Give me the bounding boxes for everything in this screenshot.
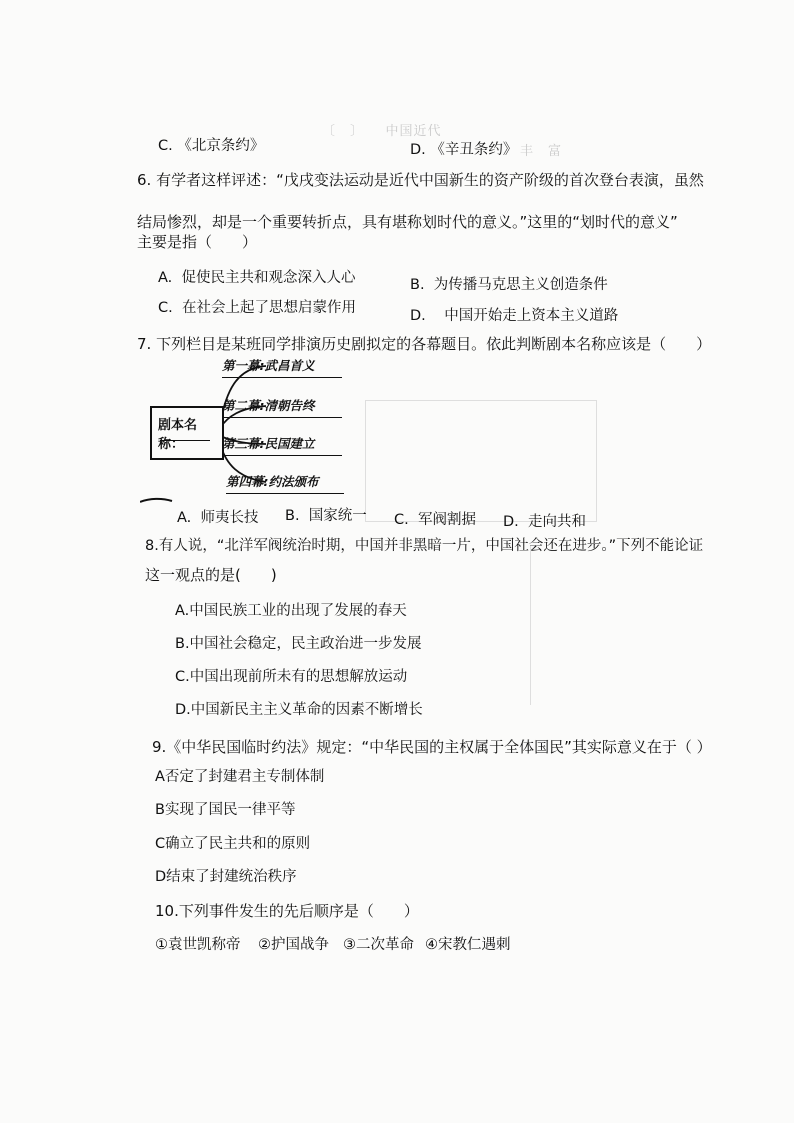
q7-option-b: B. 国家统一 [285,508,367,524]
act-4: 第四幕:约法颁布 [226,474,319,489]
q10-stem: 10.下列事件发生的先后顺序是（ ） [155,902,419,920]
q9-option-d: D结束了封建统治秩序 [155,869,297,885]
q7-option-d: D. 走向共和 [503,514,586,530]
q6-stem-line-1: 6. 有学者这样评述：“戊戌变法运动是近代中国新生的资产阶级的首次登台表演，虽然 [137,171,704,189]
q6-option-d: D. 中国开始走上资本主义道路 [410,308,619,324]
q8-stem-line-2: 这一观点的是( ) [145,566,277,584]
q6-stem-line-3: 主要是指（ ） [137,233,258,251]
bleed-through-table [365,400,597,522]
q6-option-c: C. 在社会上起了思想启蒙作用 [158,300,356,316]
q8-option-c: C.中国出现前所未有的思想解放运动 [175,669,408,685]
q10-event-3: ③二次革命 [343,937,414,953]
play-title-box [150,406,224,460]
play-title-diagram [140,352,350,504]
q6-option-a: A. 促使民主共和观念深入人心 [158,270,356,286]
q9-option-a: A否定了封建君主专制体制 [155,769,325,785]
act-underline [222,417,342,418]
act-underline [222,455,342,456]
bleed-through-text: 〔 〕 中国近代 [322,124,442,139]
q9-option-b: B实现了国民一律平等 [155,802,296,818]
bleed-through-text: 丰 富 [520,144,591,159]
act-3: 第三幕:民国建立 [222,436,315,451]
answer-blank [160,440,210,441]
q10-event-1: ①袁世凯称帝 [155,937,241,953]
act-1: 第一幕:武昌首义 [222,358,315,373]
act-underline [226,493,344,494]
act-underline [222,377,342,378]
bleed-through-table [530,545,581,705]
q8-option-b: B.中国社会稳定，民主政治进一步发展 [175,636,422,652]
q6-option-b: B. 为传播马克思主义创造条件 [410,277,608,293]
q5-option-c: C. 《北京条约》 [158,138,265,154]
q10-event-2: ②护国战争 [258,937,329,953]
play-title-label: 剧本名称： [158,418,198,452]
q9-option-c: C确立了民主共和的原则 [155,836,311,852]
q7-option-c: C. 军阀割据 [394,512,476,528]
q8-option-d: D.中国新民主主义革命的因素不断增长 [175,702,423,718]
act-2: 第二幕:清朝告终 [222,398,315,413]
q6-stem-line-2: 结局惨烈，却是一个重要转折点，具有堪称划时代的意义。”这里的“划时代的意义” [137,213,678,231]
q7-stem: 7. 下列栏目是某班同学排演历史剧拟定的各幕题目。依此判断剧本名称应该是（ ） [137,335,712,353]
q9-stem: 9.《中华民国临时约法》规定：“中华民国的主权属于全体国民”其实际意义在于（ ） [152,738,712,756]
q10-event-4: ④宋教仁遇刺 [425,937,511,953]
q8-option-a: A.中国民族工业的出现了发展的春天 [175,603,407,619]
q8-stem-line-1: 8.有人说，“北洋军阀统治时期，中国并非黑暗一片，中国社会还在进步。”下列不能论证 [145,538,704,554]
q7-option-a: A. 师夷长技 [177,510,259,526]
q5-option-d: D. 《辛丑条约》 [410,142,518,158]
